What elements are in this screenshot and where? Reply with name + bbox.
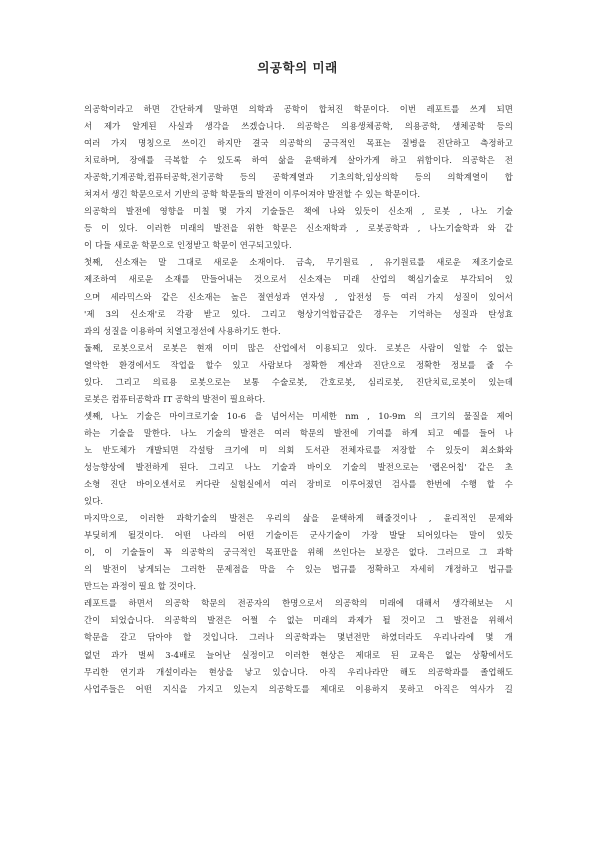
text-line: 학문을 갈고 닦아야 할 것입니다. 그러나 의공학과는 몇년전만 하였더라도 우리나라에 몇 개	[84, 632, 513, 643]
text-line: 사업주들은 어떤 지식을 가지고 있는지 의공학도를 제대로 이용하지 못하고 아직은 역사가 길	[84, 683, 513, 694]
document-body	[84, 101, 513, 698]
text-line: 치료하며, 장애를 극복할 수 있도록 하여 삶을 윤택하게 살아가게 하고 위함이다. 의공학은 전	[84, 155, 513, 166]
text-line: 만드는 과정이 필요 할 것이다.	[84, 581, 197, 592]
text-line: 부딪히게 될것이다. 어떤 나라의 어떤 기술이든 군사기술이 가장 발달 되어있다는 말이 있듯	[84, 530, 513, 541]
text-line: 노 반도체가 개발되면 각설탕 크기에 미 의회 도서관 전체자료를 저장할 수 있듯이 최소화와	[84, 444, 513, 455]
text-line: 없던 과가 벌써 3-4배로 늘어난 실정이고 이러한 현상은 제대로 된 교육은 없는 상황에서도	[84, 649, 513, 660]
text-line: 이, 이 기술들이 꼭 의공학의 궁극적인 목표만을 위해 쓰인다는 보장은 없다. 그러므로 그 과학	[84, 547, 513, 558]
text-line: 간이 되었습니다. 의공학의 발전은 어쩔 수 없는 미래의 과제가 될 것이고 그 발전을 위해서	[84, 615, 513, 626]
text-line: 의공학의 발전에 영향을 미칠 몇 가지 기술들은 책에 나와 있듯이 신소재 , 로봇 , 나노 기술	[84, 206, 513, 217]
text-line: 열악한 환경에서도 작업을 할수 있고 사람보다 정확한 계산과 진단으로 정확한 정보를 줄 수	[84, 359, 513, 370]
text-line: 자공학,기계공학,컴퓨터공학,전기공학 등의 공학계열과 기초의학,임상의학 등의 의학계열이 합	[84, 172, 513, 183]
text-line: 소형 진단 바이오센서로 커다란 실험실에서 여러 장비로 이루어졌던 검사를 한번에 수행 할 수	[84, 479, 513, 490]
text-line: 무리한 연기과 개설이라는 현상을 낳고 있습니다. 아직 우리나라만 해도 의공학과를 졸업해도	[84, 666, 513, 677]
text-line: 첫째, 신소재는 말 그대로 새로운 소재이다. 금속, 무기원료 , 유기원료를 새로운 제조기술로	[84, 257, 513, 268]
text-line: '제 3의 신소재'로 각광 받고 있다. 그리고 형상기억합금같은 경우는 기억하는 성질과 탄성효	[84, 308, 513, 319]
text-line: 의 발전이 낳게되는 그러한 문제점을 막을 수 있는 법규를 정확하고 자세히 개정하고 법규를	[84, 564, 513, 575]
text-line: 과의 성질을 이용하여 치열고정선에 사용하기도 한다.	[84, 325, 281, 336]
text-line: 제조하여 새로운 소재를 만들어내는 것으로서 신소재는 미래 산업의 핵심기술로 부각되어 있	[84, 274, 513, 285]
text-line: 으며 세라믹스와 같은 신소재는 높은 절연성과 연자성 , 압전성 등 여러 가지 성질이 있어서	[84, 291, 513, 302]
text-line: 등 이 있다. 이러한 미래의 발전을 위한 학문은 신소재학과 , 로봇공학과 , 나노기술학과 와 같	[84, 223, 513, 234]
text-line: 의공학이라고 하면 간단하게 말하면 의학과 공학이 합쳐진 학문이다. 이번 레포트를 쓰게 되면	[84, 104, 513, 114]
text-line: 둘째, 로봇으로서 로봇은 현재 이미 많은 산업에서 이용되고 있다. 로봇은 사람이 일할 수 없는	[84, 342, 513, 353]
text-line: 마지막으로, 이러한 과학기술의 발전은 우리의 삶을 윤택하게 해줄것이나 , 윤리적인 문제와	[84, 513, 513, 524]
text-line: 셋째, 나노 기술은 마이크로기술 10-6 을 넘어서는 미세한 nm , 10-9m 의 크기의 물질을 제어	[84, 410, 513, 421]
document-title: 의공학의 미래	[257, 60, 338, 75]
text-line: 로봇은 컴퓨터공학과 IT 공학의 발전이 필요하다.	[84, 393, 266, 404]
text-line: 레포트를 하면서 의공학 학문의 전공자의 한명으로서 의공학의 미래에 대해서 생각해보는 시	[84, 598, 513, 609]
text-line: 있다. 그리고 의료용 로봇으로는 보통 수술로봇, 간호로봇, 심리로봇, 진단치료,로봇이 있는데	[84, 376, 513, 387]
text-line: 성능향상에 발전하게 된다. 그리고 나노 기술과 바이오 기술의 발전으로는 '랩온어칩' 같은 초	[84, 461, 513, 472]
text-line: 있다.	[84, 496, 104, 507]
text-line: 쳐져서 생긴 학문으로서 기반의 공학 학문들의 발전이 이루어져야 발전할 수 있는 학문이다.	[84, 189, 421, 200]
text-line: 여러 가지 명칭으로 쓰이긴 하지만 결국 의공학의 궁극적인 목표는 질병을 진단하고 측정하고	[84, 138, 513, 149]
text-line: 하는 기술을 말한다. 나노 기술의 발전은 여러 학문의 발전에 기여를 하게 되고 예를 들어 나	[84, 427, 513, 438]
text-line: 이 다들 새로운 학문으로 인정받고 학문이 연구되고있다.	[84, 240, 292, 251]
text-line: 서 제가 알게된 사실과 생각을 쓰겠습니다. 의공학은 의용생체공학, 의용공학, 생체공학 등의	[84, 121, 513, 132]
